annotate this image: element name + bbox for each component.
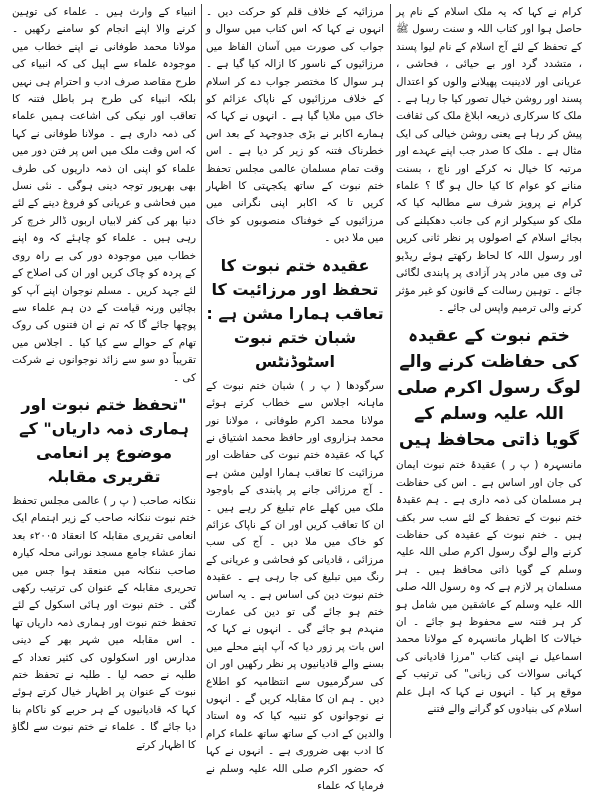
article-body: ننکانہ صاحب ( پ ر ) عالمی مجلس تحفظ ختم نبوت ننکانہ صاحب کے زیر اہتمام ایک انعامی تقریری مقابلہ کا انعقاد ۲۰۰۵ء بعد نماز عشاء جامع مسجد نورانی محلہ کیارہ صاحب ننکانہ میں منعقد ہوا جس میں تحریری مقابلہ کے عنوان کی ترتیب رکھی گئی ۔ ختم نبوت اور ہائی اسکول کے لئے تحفظ ختم نبوت اور ہماری ذمہ داریاں تھا ۔ اس مقابلہ میں شہر بھر کے دینی مدارس اور اسکولوں کی کثیر تعداد کے طلبہ نے حصہ لیا ۔ طلبہ نے تحفظ ختم نبوت کے عنوان پر اظہار خیال کرتے ہوئے کہا کہ قادیانیوں کے ہر حربے کو ناکام بنا دیا جائے گا ۔ علماء نے ختم نبوت سے لگاؤ کا اظہار کرتے (12, 494, 196, 751)
article-body: سرگودھا ( پ ر ) شبان ختم نبوت کے ماہانہ اجلاس سے خطاب کرتے ہوئے مولانا محمد اکرم طوفانی ، مولانا نور محمد ہزاروی اور حافظ محمد اشتیاق نے کہا کہ عقیدہ ختم نبوت کی حفاظت اور مرزائیت کا تعاقب ہمارا اولین مشن ہے ۔ آج مرزائی جانے پر پابندی کے باوجود ملک میں کھلے عام تبلیغ کر رہے ہیں ۔ ان کا تعاقب کریں اور ان کے ناپاک عزائم کو خاک میں ملا دیں ۔ آج کی سب مرزائی ، قادیانی کو فحاشی و عریانی کے رنگ میں تبلیغ کی جا رہی ہے ۔ عقیدہ ختم نبوت دین کی اساس ہے ۔ یہ اساس ختم ہو جائے گی تو دین کی عمارت منہدم ہو جائے گی ۔ انہوں نے کہا کہ اس بات پر زور دیا کہ آپ اپنے محلے میں بسنے والے قادیانیوں پر نظر رکھیں اور ان کی سرگرمیوں سے انتظامیہ کو اطلاع دیں ۔ ہم ان کا مقابلہ کریں گے ۔ انہوں نے نوجوانوں کو تنبیہ کیا کہ وہ استاد والدین کے ادب کے ساتھ ساتھ علماء کرام کا ادب بھی ضروری ہے ۔ انہوں نے کہا کہ حضور اکرم صلی اللہ علیہ وسلم نے فرمایا کہ علماء (206, 379, 384, 793)
article-body: انبیاء کے وارث ہیں ۔ علماء کی توہین کرنے والا اپنے انجام کو سامنے رکھیں ۔ مولانا محمد طوفانی نے اپنے خطاب میں موجودہ علماء سے اپیل کی کہ انبیاء کی طرح مقاصد صرف ادب و احترام ہی نہیں بلکہ انبیاء کی طرح ہر باطل فتنہ کا تعاقب اور نیکی کی اشاعت ہمیں علماء کی ذمہ داری ہے ۔ مولانا طوفانی نے کہا کہ اس وقت ملک میں اس پر فتن دور میں علماء کو اپنی ان ذمہ داریوں کی طرف بھی بھرپور توجہ دینی ہوگی ۔ نئی نسل میں فحاشی و عریانی کو فروغ دینے کے لئے دنیا بھر کی کفر لابیاں اربوں ڈالر خرچ کر رہی ہیں ۔ علماء کو چاہئے کہ وہ اپنے خطاب میں موجودہ دور کی بے راہ روی کے پردہ کو چاک کریں اور ان کی اصلاح کے لئے جہد کریں ۔ مسلم نوجوان اپنے آپ کو بچائیں ورنہ قیامت کے دن ہم علماء سے پوچھا جائے گا کہ تم نے ان فتنوں کی روک تھام کے حوالے سے کیا کیا ۔ اجلاس میں تقریباً دو سو سے زائد نوجوانوں نے شرکت کی ۔ (12, 6, 196, 384)
column-middle (206, 4, 384, 793)
article-headline: ختم نبوت کے عقیدہ کی حفاظت کرنے والے لوگ رسول اکرم صلی اللہ علیہ وسلم کے گویا ذاتی محافظ ہیں (397, 326, 581, 451)
article-headline: "تحفظ ختم نبوت اور ہماری ذمہ داریاں" کے موضوع پر انعامی تقریری مقابلہ (19, 394, 189, 486)
article-body: مانسہرہ ( پ ر ) عقیدۂ ختم نبوت ایمان کی جان اور اساس ہے ۔ اس کی حفاظت ہر مسلمان کی ذمہ داری ہے ۔ ہم عقیدۂ ختم نبوت کے تحفظ کے لئے سب سر بکف ہیں ۔ ختم نبوت کے عقیدہ کی حفاظت کرنے والے لوگ رسول اکرم صلی اللہ علیہ وسلم کے گویا ذاتی محافظ ہیں ۔ ہر مسلمان پر لازم ہے کہ وہ رسول اللہ صلی اللہ علیہ وسلم کے عاشقین میں شامل ہو کر ہر فتنہ سے محفوظ ہو جائے ۔ ان خیالات کا اظہار مانسہرہ کے مولانا محمد اسماعیل نے اپنی کتاب "مرزا قادیانی کی کہانی سوالات کی زبانی" کی ترتیب کے موقع پر کیا ۔ انہوں نے کہا کہ اہل علم اسلام کی بنیادوں کو گرانے والے فتنے (396, 459, 582, 715)
column-rule (201, 4, 202, 738)
column-right (396, 4, 582, 738)
article-body: مرزائیہ کے خلاف قلم کو حرکت دیں ۔ انہوں نے کہا کہ اس کتاب میں سوال و جواب کی صورت میں آسان الفاظ میں مرزائیوں کے ناسور کا ازالہ کیا گیا ہے ۔ ہر سوال کا مختصر جواب دے کر اسلام کے خلاف مرزائیوں کے ناپاک عزائم کو خاک میں ملایا گیا ہے ۔ انہوں نے کہا کہ ہمارے اکابر نے بڑی جدوجہد کے بعد اس خطرناک فتنہ کو زیر کر دیا ہے ۔ اس وقت تمام مسلمان عالمی مجلس تحفظ ختم نبوت کے ساتھ یکجہتی کا اظہار کریں تا کہ اکابر اپنی نگرانی میں مرزائیوں کے خوفناک منصوبوں کو خاک میں ملا دیں ۔ (206, 6, 384, 245)
article-body: کرام نے کہا کہ یہ ملک اسلام کے نام پر حاصل ہوا اور کتاب اللہ و سنت رسول ﷺ کے تحفظ کے لئے آج اسلام کے نام لیوا پسند ، متشدد گرد اور بے حیائی ، فحاشی ، عریانی اور لادینیت پھیلانے والوں کو اعتدال پسند اور روشن خیال تصور کیا جا رہا ہے ۔ ملک کا سرکاری ذریعہ ابلاغ ملک کی ثقافت پیش کر رہا ہے یعنی روشن خیالی کی ایک مثال ہے ۔ ملک کا صدر جب اپنے عہدے اور مرتبہ کا خیال نہ کرکے اور ناچ ، بسنت منانے کو عوام کا کیا حال ہو گا ؟ علماء کرام نے پرویز شرف سے مطالبہ کیا کہ ملک کو سیکولر ازم کی جانب دھکیلنے کی بجائے اسلام کے اصولوں پر نظر ثانی کریں اور رسول اللہ کا لحاظ رکھتے ہوئے ریڈیو ٹی وی میں مادر پدر آزادی پر پابندی لگائی جائے ۔ توہین رسالت کے قانون کو غیر مؤثر کرنے والی ترمیم واپس لی جائے ۔ (396, 6, 582, 314)
column-left (12, 4, 196, 751)
article-headline: عقیدہ ختم نبوت کا تحفظ اور مرزائیت کا تعاقب ہمارا مشن ہے : شبان ختم نبوت اسٹوڈنٹس (206, 255, 384, 371)
column-rule (390, 4, 391, 738)
